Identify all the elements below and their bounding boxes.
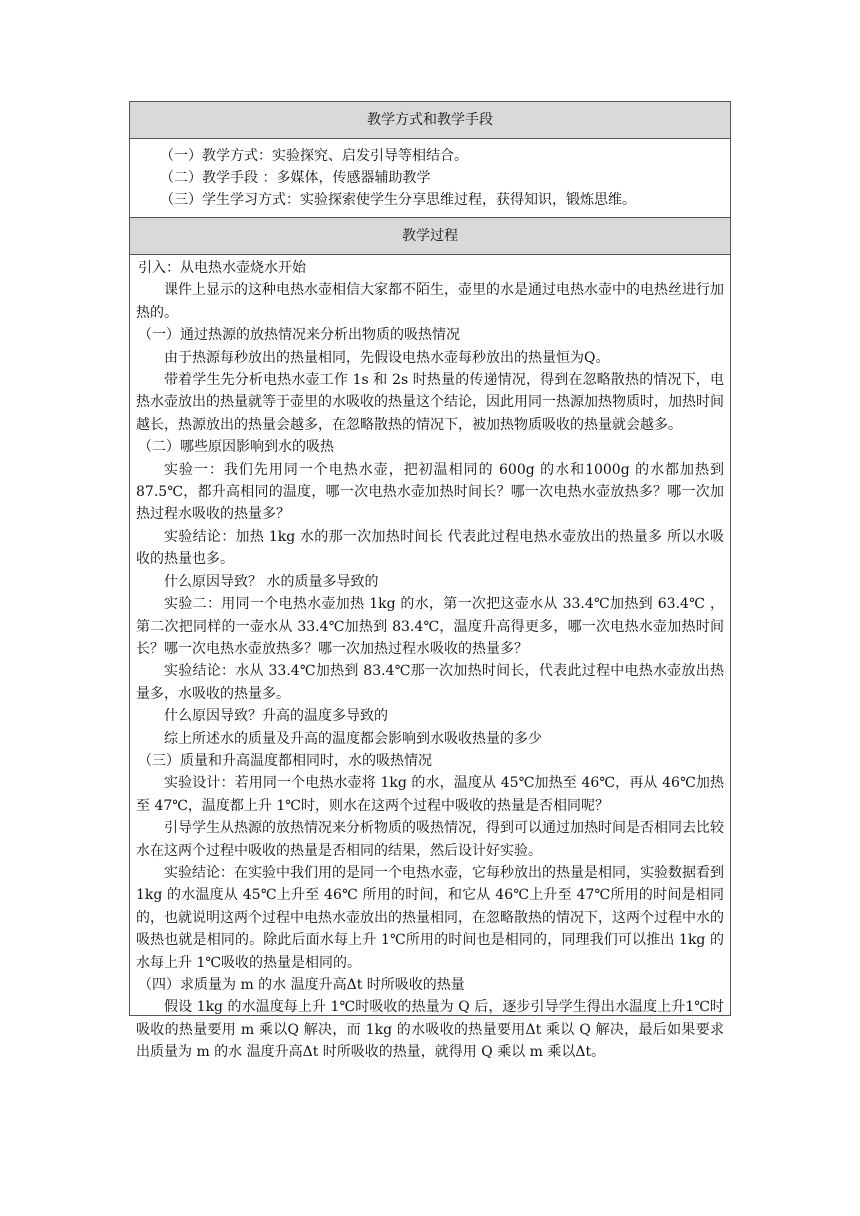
subsection-heading: （四）求质量为 m 的水 温度升高Δt 时所吸收的热量	[138, 977, 465, 993]
paragraph: 实验结论：加热 1kg 水的那一次加热时间长 代表此过程电热水壶放出的热量多 所以水吸收的热量也多。	[136, 528, 724, 568]
subsection-heading: （三）质量和升高温度都相同时，水的吸热情况	[138, 752, 432, 769]
paragraph: 由于热源每秒放出的热量相同，先假设电热水壶每秒放出的热量恒为Q。	[164, 349, 610, 366]
teaching-process-cell	[130, 255, 730, 1061]
paragraph: 假设 1kg 的水温度每上升 1℃时吸收的热量为 Q 后，逐步引导学生得出水温度上升1℃时吸收的热量要用 m 乘以Q 解决，而 1kg 的水吸收的热量要用Δt 乘以 Q 解决，最后如果要求出质量为 m 的水 温度升高Δt 时所吸收的热量，就得用 Q 乘以 m 乘以Δt。	[136, 999, 724, 1061]
subsection-heading: （一）通过热源的放热情况来分析出物质的吸热情况	[138, 327, 460, 344]
method-row: （三）学生学习方式：实验探索使学生分享思维过程，获得知识，锻炼思维。	[160, 192, 636, 208]
method-row: （二）教学手段 ：多媒体，传感器辅助教学	[160, 170, 431, 186]
method-row: （一）教学方式：实验探究、启发引导等相结合。	[160, 148, 468, 164]
paragraph: 课件上显示的这种电热水壶相信大家都不陌生，壶里的水是通过电热水壶中的电热丝进行加热的。	[136, 282, 724, 321]
paragraph: 综上所述水的质量及升高的温度都会影响到水吸收热量的多少	[164, 730, 542, 747]
paragraph: 实验结论：水从 33.4℃加热到 83.4℃那一次加热时间长，代表此过程中电热水壶放出热量多，水吸收的热量多。	[136, 663, 724, 702]
section-header-teaching-methods: 教学方式和教学手段	[130, 102, 730, 139]
paragraph: 带着学生先分析电热水壶工作 1s 和 2s 时热量的传递情况，得到在忽略散热的情况下，电热水壶放出的热量就等于壶里的水吸收的热量这个结论，因此用同一热源加热物质时，加热时间越长，热源放出的热量会越多，在忽略散热的情况下，被加热物质吸收的热量就会越多。	[136, 372, 724, 433]
paragraph: 实验设计：若用同一个电热水壶将 1kg 的水，温度从 45℃加热至 46℃，再从 46℃加热至 47℃，温度都上升 1℃时，则水在这两个过程中吸收的热量是否相同呢？	[136, 775, 724, 814]
section-header-teaching-process: 教学过程	[130, 218, 730, 255]
paragraph: 实验结论：在实验中我们用的是同一个电热水壶，它每秒放出的热量是相同，实验数据看到 1kg 的水温度从 45℃上升至 46℃ 所用的时间，和它从 46℃上升至 47℃所用的时间是相同的，也就说明这两个过程中电热水壶放出的热量相同，在忽略散热的情况下，这两个过程中水的吸热也就是相同的。除此后面水每上升 1℃所用的时间也是相同的，同理我们可以推出 1kg 的水每上升 1℃吸收的热量是相同的。	[136, 864, 724, 971]
paragraph: 什么原因导致？升高的温度多导致的	[164, 708, 388, 725]
paragraph: 实验一：我们先用同一个电热水壶，把初温相同的 600g 的水和1000g 的水都加热到87.5℃，都升高相同的温度，哪一次电热水壶加热时间长？哪一次电热水壶放热多？哪一次加热过程水吸收的热量多？	[136, 461, 724, 523]
lesson-plan-table	[129, 101, 731, 1061]
paragraph: 引导学生从热源的放热情况来分析物质的吸热情况，得到可以通过加热时间是否相同去比较水在这两个过程中吸收的热量是否相同的结果，然后设计好实验。	[136, 820, 724, 859]
subsection-heading: 引入：从电热水壶烧水开始	[138, 260, 306, 276]
paragraph: 什么原因导致？ 水的质量多导致的	[164, 573, 379, 590]
paragraph: 实验二：用同一个电热水壶加热 1kg 的水，第一次把这壶水从 33.4℃加热到 63.4℃ ，第二次把同样的一壶水从 33.4℃加热到 83.4℃，温度升高得更多，哪一次电热水壶加热时间长？哪一次电热水壶放热多？哪一次加热过程水吸收的热量多？	[136, 596, 724, 657]
subsection-heading: （二）哪些原因影响到水的吸热	[138, 439, 334, 456]
teaching-methods-cell	[130, 139, 730, 218]
